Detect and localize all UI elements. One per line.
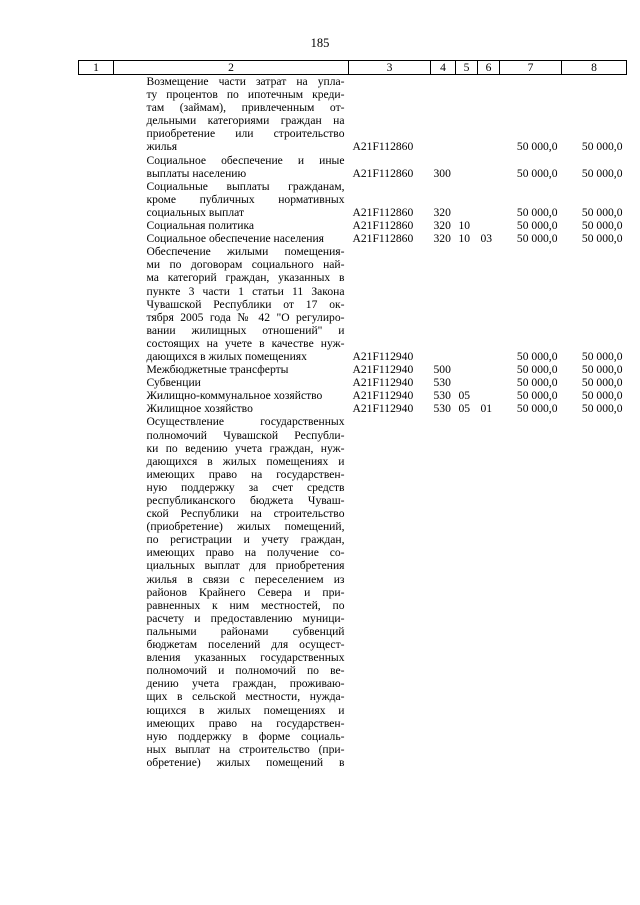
expense-name-cell bbox=[114, 363, 349, 376]
budget-table bbox=[78, 60, 627, 769]
target-article-code: A21F112860 bbox=[352, 140, 414, 154]
expense-name-line: полномочий и полномочий по ве- bbox=[146, 664, 345, 678]
expense-name-line: ющихся в жилых помещениях и bbox=[146, 703, 345, 717]
expense-group-code bbox=[431, 75, 456, 154]
expense-name-line: Чувашской Республики от 17 ок- bbox=[146, 297, 345, 311]
amount-year-1: 50 000,0 bbox=[516, 376, 558, 390]
amount-year-2: 50 000,0 bbox=[581, 219, 623, 233]
row-number-cell bbox=[79, 154, 114, 180]
section-code bbox=[456, 154, 478, 180]
amount-year-1: 50 000,0 bbox=[516, 363, 558, 377]
expense-name-line: бюджетам поселений для осущест- bbox=[146, 638, 345, 652]
section-code: 05 bbox=[458, 389, 471, 403]
subsection-code: 03 bbox=[480, 232, 493, 246]
table-row bbox=[79, 363, 627, 376]
page-number: 185 bbox=[310, 36, 330, 50]
row-number-cell bbox=[79, 219, 114, 232]
table-row bbox=[79, 232, 627, 245]
amount-year-2 bbox=[562, 415, 627, 769]
section-code bbox=[456, 75, 478, 154]
table-row bbox=[79, 389, 627, 402]
amount-year-2: 50 000,0 bbox=[581, 232, 623, 246]
expense-name-cell bbox=[114, 376, 349, 389]
column-header-7: 7 bbox=[500, 61, 562, 75]
expense-name-line: дению учета граждан, проживаю- bbox=[146, 677, 345, 691]
amount-year-1: 50 000,0 bbox=[516, 402, 558, 416]
subsection-code bbox=[478, 415, 500, 769]
expense-group-code: 320 bbox=[433, 219, 451, 233]
expense-name-cell bbox=[114, 415, 349, 769]
amount-year-1: 50 000,0 bbox=[516, 219, 558, 233]
section-code bbox=[456, 245, 478, 363]
expense-name-cell bbox=[114, 232, 349, 245]
section-code bbox=[456, 363, 478, 376]
expense-group-code: 530 bbox=[433, 376, 451, 390]
section-code: 05 bbox=[458, 402, 471, 416]
expense-group-code: 320 bbox=[433, 205, 451, 219]
expense-name-line: циальных выплат для приобретения bbox=[146, 559, 345, 573]
table-row bbox=[79, 402, 627, 415]
column-header-6: 6 bbox=[478, 61, 500, 75]
expense-name-line: по регистрации и учету граждан, bbox=[146, 533, 345, 547]
expense-name-line: имеющих право на государствен- bbox=[146, 467, 345, 481]
section-code bbox=[456, 415, 478, 769]
expense-name-line: там (займам), привлеченным от- bbox=[146, 101, 345, 115]
expense-name-line: Осуществление государственных bbox=[146, 415, 345, 429]
expense-name-line: ки по ведению учета граждан, нуж- bbox=[146, 441, 345, 455]
expense-name-line: пункте 3 части 1 статьи 11 Закона bbox=[146, 284, 345, 298]
subsection-code bbox=[478, 245, 500, 363]
target-article-code: A21F112940 bbox=[352, 349, 414, 363]
row-number-cell bbox=[79, 232, 114, 245]
expense-name-line: вления указанных государственных bbox=[146, 651, 345, 665]
expense-name-line: районов Крайнего Севера и при- bbox=[146, 585, 345, 599]
subsection-code bbox=[478, 389, 500, 402]
target-article-code: A21F112940 bbox=[352, 389, 414, 403]
expense-name-line: республиканского бюджета Чуваш- bbox=[146, 494, 345, 507]
expense-name-line: щих в сельской местности, нужда- bbox=[146, 690, 345, 704]
expense-name-line: ную поддержку за счет средств bbox=[146, 480, 345, 494]
row-number-cell bbox=[79, 415, 114, 769]
amount-year-1: 50 000,0 bbox=[516, 205, 558, 219]
subsection-code bbox=[478, 376, 500, 389]
expense-name-line: полномочий Чувашской Республи- bbox=[146, 428, 345, 442]
expense-name-line: Жилищное хозяйство bbox=[146, 402, 253, 416]
target-article-code: A21F112860 bbox=[352, 166, 414, 180]
target-article-code: A21F112940 bbox=[352, 376, 414, 390]
expense-name-line: Социальное обеспечение и иные bbox=[146, 153, 345, 167]
expense-name-line: социальных выплат bbox=[146, 205, 245, 219]
expense-name-line: Обеспечение жилыми помещения- bbox=[146, 245, 345, 259]
expense-name-line: вании жилищных отношений" и bbox=[146, 323, 345, 337]
row-number-cell bbox=[79, 75, 114, 154]
expense-name-line: ма категорий граждан, указанных в bbox=[146, 271, 345, 285]
expense-group-code: 530 bbox=[433, 402, 451, 416]
section-code bbox=[456, 376, 478, 389]
expense-name-line: расчету и предоставлению муници- bbox=[146, 611, 345, 625]
row-number-cell bbox=[79, 402, 114, 415]
expense-name-line: приобретение или строительство bbox=[146, 127, 345, 141]
expense-name-line: Межбюджетные трансферты bbox=[146, 363, 289, 377]
expense-group-code: 500 bbox=[433, 363, 451, 377]
target-article-code: A21F112860 bbox=[352, 219, 414, 233]
section-code bbox=[456, 180, 478, 219]
amount-year-2: 50 000,0 bbox=[581, 166, 623, 180]
column-header-4: 4 bbox=[431, 61, 456, 75]
column-header-5: 5 bbox=[456, 61, 478, 75]
amount-year-2: 50 000,0 bbox=[581, 140, 623, 154]
row-number-cell bbox=[79, 389, 114, 402]
expense-name-cell bbox=[114, 180, 349, 219]
expense-name-cell bbox=[114, 75, 349, 154]
expense-name-line: кроме публичных нормативных bbox=[146, 192, 345, 206]
subsection-code bbox=[478, 75, 500, 154]
table-row bbox=[79, 245, 627, 363]
amount-year-1: 50 000,0 bbox=[516, 349, 558, 363]
expense-group-code bbox=[431, 415, 456, 769]
expense-name-cell bbox=[114, 389, 349, 402]
expense-name-line: равненных к ним местностей, по bbox=[146, 598, 345, 612]
amount-year-1: 50 000,0 bbox=[516, 166, 558, 180]
expense-name-line: дельными категориями граждан на bbox=[146, 114, 345, 128]
amount-year-2: 50 000,0 bbox=[581, 205, 623, 219]
table-row bbox=[79, 415, 627, 769]
column-header-2: 2 bbox=[114, 61, 349, 75]
row-number-cell bbox=[79, 245, 114, 363]
expense-group-code: 300 bbox=[433, 166, 451, 180]
target-article-code: A21F112940 bbox=[352, 363, 414, 377]
table-row bbox=[79, 75, 627, 154]
expense-name-cell bbox=[114, 402, 349, 415]
expense-name-line: пальными районами субвенций bbox=[146, 624, 345, 638]
amount-year-1 bbox=[500, 415, 562, 769]
table-row bbox=[79, 219, 627, 232]
amount-year-1: 50 000,0 bbox=[516, 389, 558, 403]
expense-name-line: ми по договорам социального най- bbox=[146, 258, 345, 272]
row-number-cell bbox=[79, 376, 114, 389]
row-number-cell bbox=[79, 180, 114, 219]
column-header-3: 3 bbox=[349, 61, 431, 75]
expense-name-cell bbox=[114, 245, 349, 363]
target-article-code: A21F112860 bbox=[352, 232, 414, 246]
subsection-code bbox=[478, 363, 500, 376]
amount-year-2: 50 000,0 bbox=[581, 349, 623, 363]
table-row bbox=[79, 154, 627, 180]
expense-name-cell bbox=[114, 219, 349, 232]
expense-name-line: Социальная политика bbox=[146, 219, 255, 233]
amount-year-1: 50 000,0 bbox=[516, 232, 558, 246]
subsection-code bbox=[478, 154, 500, 180]
amount-year-2: 50 000,0 bbox=[581, 376, 623, 390]
expense-group-code bbox=[431, 245, 456, 363]
expense-name-line: ту процентов по ипотечным креди- bbox=[146, 88, 345, 102]
expense-group-code: 320 bbox=[433, 232, 451, 246]
expense-name-line: ную поддержку в форме социаль- bbox=[146, 729, 345, 743]
column-header-1: 1 bbox=[79, 61, 114, 75]
expense-name-line: (приобретение) жилых помещений, bbox=[146, 520, 345, 534]
section-code: 10 bbox=[458, 219, 471, 233]
expense-name-line: дающихся в жилых помещениях и bbox=[146, 454, 345, 468]
expense-group-code: 530 bbox=[433, 389, 451, 403]
row-number-cell bbox=[79, 363, 114, 376]
expense-name-line: состоящих на учете в качестве нуж- bbox=[146, 336, 345, 350]
expense-name-line: тября 2005 года № 42 "О регулиро- bbox=[146, 310, 345, 324]
expense-name-line: имеющих право на государствен- bbox=[146, 716, 345, 730]
expense-name-line: имеющих право на получение со- bbox=[146, 546, 345, 560]
expense-name-line: Возмещение части затрат на упла- bbox=[146, 75, 345, 88]
expense-name-line: жилья в связи с переселением из bbox=[146, 572, 345, 586]
expense-name-line: ской Республики на строительство bbox=[146, 507, 345, 521]
amount-year-2: 50 000,0 bbox=[581, 363, 623, 377]
subsection-code: 01 bbox=[480, 402, 493, 416]
table-body bbox=[79, 75, 627, 769]
expense-name-line: Субвенции bbox=[146, 376, 201, 390]
expense-name-line: ных выплат на строительство (при- bbox=[146, 742, 345, 756]
section-code: 10 bbox=[458, 232, 471, 246]
subsection-code bbox=[478, 180, 500, 219]
expense-name-line: обретение) жилых помещений в bbox=[146, 755, 345, 769]
target-article-code: A21F112860 bbox=[352, 205, 414, 219]
table-row bbox=[79, 180, 627, 219]
expense-name-line: дающихся в жилых помещениях bbox=[146, 349, 307, 363]
amount-year-2: 50 000,0 bbox=[581, 389, 623, 403]
target-article-code: A21F112940 bbox=[352, 402, 414, 416]
amount-year-1: 50 000,0 bbox=[516, 140, 558, 154]
column-number-header-row bbox=[79, 61, 627, 75]
expense-name-line: жилья bbox=[146, 140, 178, 154]
expense-name-line: Социальные выплаты гражданам, bbox=[146, 179, 345, 193]
amount-year-2: 50 000,0 bbox=[581, 402, 623, 416]
target-article-code bbox=[349, 415, 431, 769]
subsection-code bbox=[478, 219, 500, 232]
column-header-8: 8 bbox=[562, 61, 627, 75]
expense-name-line: Социальное обеспечение населения bbox=[146, 232, 325, 246]
expense-name-cell bbox=[114, 154, 349, 180]
table-row bbox=[79, 376, 627, 389]
expense-name-line: Жилищно-коммунальное хозяйство bbox=[146, 389, 323, 403]
expense-name-line: выплаты населению bbox=[146, 166, 247, 180]
